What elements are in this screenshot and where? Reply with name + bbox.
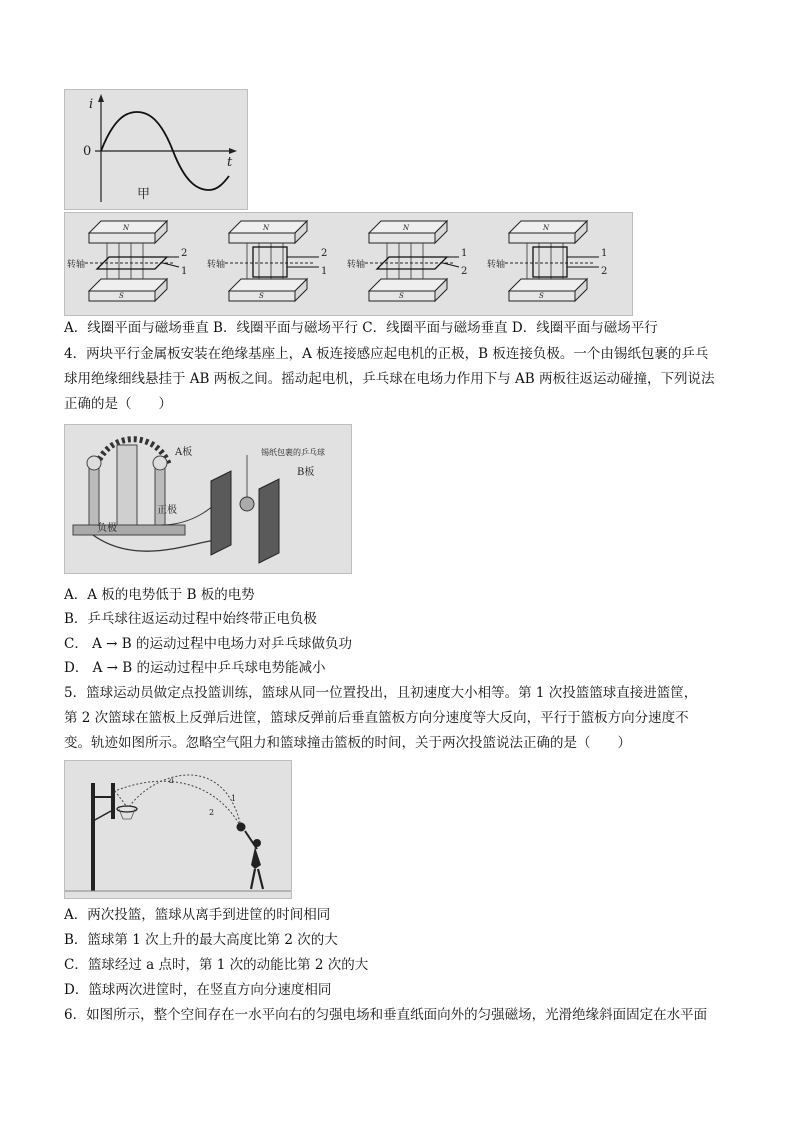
- panel-3-term-lower: 2: [461, 266, 468, 277]
- label-positive: 正极: [157, 505, 177, 516]
- q4-option-a: A．A 板的电势低于 B 板的电势: [64, 587, 255, 603]
- figure-jia-current-graph: [64, 89, 248, 210]
- panel-4-term-upper: 1: [601, 248, 608, 259]
- label-ball: 锡纸包裹的乒乓球: [261, 448, 325, 457]
- hoop-pole: [91, 783, 95, 891]
- panel-1-term-lower: 1: [181, 266, 188, 277]
- q4-stem-line-1: 4．两块平行金属板安装在绝缘基座上，A 板连接感应起电机的正极，B 板连接负极。一个由锡纸包裹的乒乓: [64, 346, 709, 362]
- figure-coil-positions: [64, 212, 633, 316]
- plate-a: [211, 471, 231, 555]
- q5-stem-line-1: 5．篮球运动员做定点投篮训练，篮球从同一位置投出，且初速度大小相等。第 1 次投篮篮球直接进篮筐，: [64, 685, 698, 701]
- point-a-label: a: [169, 776, 174, 785]
- panel-2-axis-label: 转轴: [207, 260, 226, 270]
- panel-4-axis-label: 转轴: [487, 260, 506, 270]
- q5-option-d: D．篮球两次进筐时，在竖直方向分速度相同: [64, 982, 332, 998]
- trajectory-2-label: 2: [209, 808, 215, 817]
- plates-illustration: [65, 425, 351, 573]
- panel-1-term-upper: 2: [181, 248, 188, 259]
- axis-t-label: t: [227, 155, 233, 170]
- panel-3-term-upper: 1: [461, 248, 468, 259]
- label-plate-a: A板: [175, 447, 193, 458]
- q4-stem-line-3: 正确的是（ ）: [64, 396, 172, 412]
- figure-caption-jia: 甲: [137, 187, 151, 202]
- q5-option-a: A．两次投篮，篮球从离手到进筐的时间相同: [64, 907, 331, 923]
- q6-stem-line-1: 6．如图所示，整个空间存在一水平向右的匀强电场和垂直纸面向外的匀强磁场，光滑绝缘斜面固定在水平面: [64, 1007, 708, 1023]
- coil-panel-2: [207, 221, 327, 301]
- q4-option-c: C． A → B 的运动过程中电场力对乒乓球做负功: [64, 636, 352, 652]
- sine-graph: [65, 90, 247, 209]
- basketball: [237, 823, 246, 832]
- q4-stem-line-2: 球用绝缘细线悬挂于 AB 两板之间。摇动起电机，乒乓球在电场力作用下与 AB 两板往返运动碰撞，下列说法: [64, 371, 715, 387]
- coil-panel-3: [347, 221, 467, 301]
- q5-option-b: B．篮球第 1 次上升的最大高度比第 2 次的大: [64, 932, 338, 948]
- plate-b: [259, 479, 279, 563]
- panel-4-bottom-pole: S: [539, 292, 544, 300]
- panel-2-term-lower: 1: [321, 266, 328, 277]
- label-plate-b: B板: [297, 467, 315, 478]
- panel-3-top-pole: N: [403, 224, 410, 232]
- figure-q5-basketball: [64, 760, 292, 899]
- coil-panels: [65, 213, 632, 315]
- panel-1-bottom-pole: S: [119, 292, 124, 300]
- trajectory-2: [115, 781, 241, 827]
- axis-i-label: i: [89, 97, 94, 112]
- panel-2-bottom-pole: S: [259, 292, 264, 300]
- ping-pong-ball: [240, 497, 254, 511]
- panel-2-term-upper: 2: [321, 248, 328, 259]
- q3-options: A．线圈平面与磁场垂直 B．线圈平面与磁场平行 C．线圈平面与磁场垂直 D．线圈平面与磁场平行: [64, 320, 658, 336]
- basketball-illustration: [65, 761, 291, 898]
- panel-2-top-pole: N: [263, 224, 270, 232]
- origin-label: 0: [83, 144, 92, 159]
- backboard: [111, 783, 115, 819]
- panel-1-top-pole: N: [123, 224, 130, 232]
- q4-option-b: B．乒乓球往返运动过程中始终带正电负极: [64, 611, 317, 627]
- player: [245, 831, 263, 889]
- trajectory-1-label: 1: [231, 794, 237, 803]
- coil-panel-1: [67, 221, 187, 301]
- q5-stem-line-2: 第 2 次篮球在篮板上反弹后进筐，篮球反弹前后垂直篮板方向分速度等大反向，平行于篮板方向分速度不: [64, 710, 689, 726]
- panel-3-axis-label: 转轴: [347, 260, 366, 270]
- panel-1-axis-label: 转轴: [67, 260, 86, 270]
- figure-q4-plates: [64, 424, 352, 574]
- electrostatic-machine: [73, 439, 185, 535]
- panel-4-term-lower: 2: [601, 266, 608, 277]
- q4-option-d: D． A → B 的运动过程中乒乓球电势能减小: [64, 660, 326, 676]
- q5-option-c: C．篮球经过 a 点时，第 1 次的动能比第 2 次的大: [64, 957, 369, 973]
- panel-3-bottom-pole: S: [399, 292, 404, 300]
- coil-panel-4: [487, 221, 607, 301]
- panel-4-top-pole: N: [543, 224, 550, 232]
- label-negative: 负极: [97, 523, 117, 534]
- q5-stem-line-3: 变。轨迹如图所示。忽略空气阻力和篮球撞击篮板的时间，关于两次投篮说法正确的是（ ）: [64, 735, 631, 751]
